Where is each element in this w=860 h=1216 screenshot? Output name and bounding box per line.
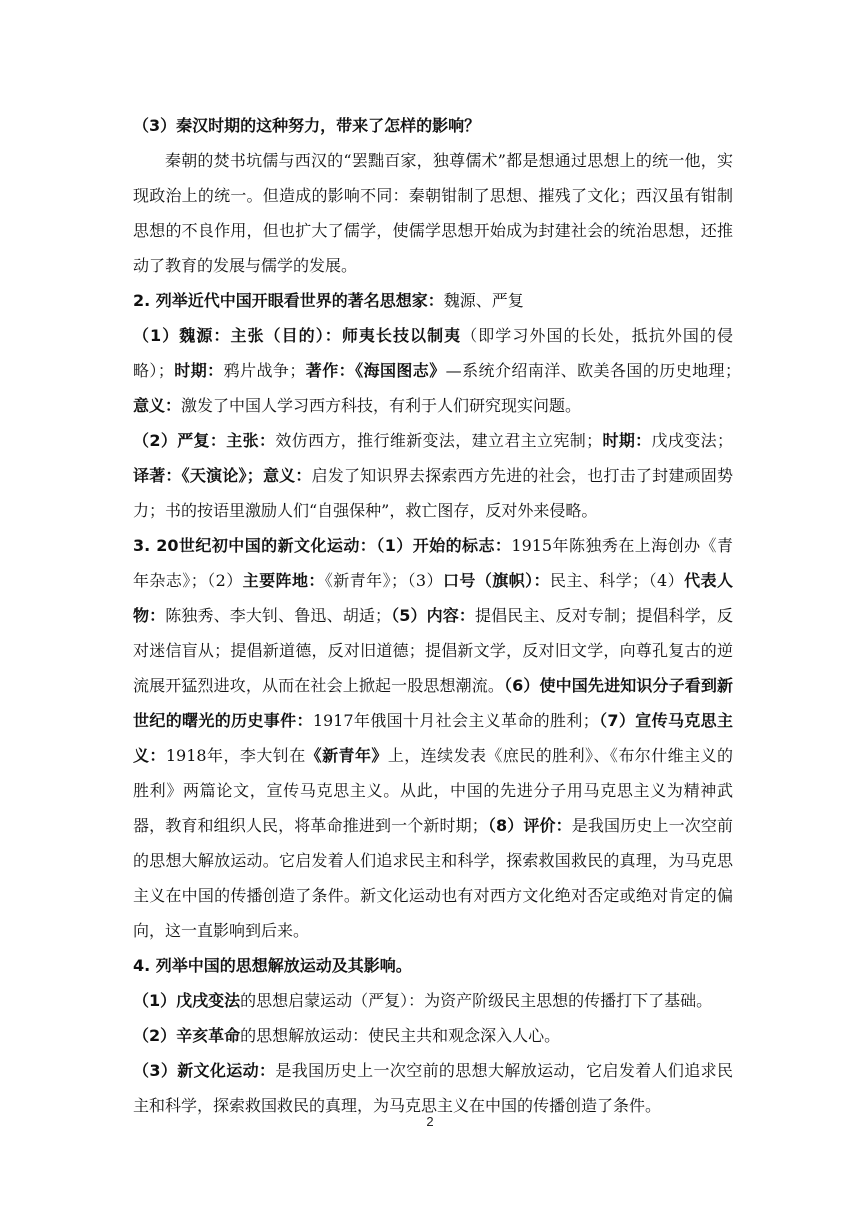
text-span: 民主、科学；（4） xyxy=(550,571,685,590)
section-4-heading: 4. 列举中国的思想解放运动及其影响。 xyxy=(133,956,412,975)
key-term: 主要阵地： xyxy=(242,571,325,590)
key-term: 著作： xyxy=(305,361,356,380)
section-2-heading xyxy=(133,283,733,318)
text-span: —系统介绍南洋、欧美各国的历史地理； xyxy=(445,361,749,380)
section-4-item-2 xyxy=(133,1018,733,1053)
text-span: 启发了知识界去探索西方先进的社会，也打击了封建顽固势力；书的按语里激励人们“自强保种”，救亡图存，反对外来侵略。 xyxy=(133,466,733,520)
wei-yuan-head: （1）魏源：主张（目的）：师夷长技以制夷 xyxy=(133,326,462,345)
key-term: 意义： xyxy=(133,396,182,415)
section-2-title-rest: 魏源、严复 xyxy=(443,291,524,310)
key-term: （5）内容： xyxy=(390,606,476,625)
yan-fu-head: （2）严复：主张： xyxy=(133,431,276,450)
yan-fu-paragraph xyxy=(133,423,733,528)
section-3-paragraph xyxy=(133,528,733,948)
key-term: 口号（旗帜）： xyxy=(442,571,550,590)
key-term: （1）戊戌变法 xyxy=(133,991,241,1010)
text-span: （即学习外国的长处，抵抗外国的侵略）； xyxy=(133,326,733,380)
key-term: （3）新文化运动： xyxy=(133,1061,276,1080)
book-title: 《新青年》 xyxy=(305,746,388,765)
key-term: （8）评价： xyxy=(487,816,572,835)
text-span: 1918年，李大钊在 xyxy=(165,746,306,765)
text-span: 陈独秀、李大钊、鲁迅、胡适； xyxy=(165,606,391,625)
text-span: 《新青年》；（3） xyxy=(324,571,443,590)
text-span: 激发了中国人学习西方科技，有利于人们研究现实问题。 xyxy=(181,396,582,415)
section-2-title: 2. 列举近代中国开眼看世界的著名思想家： xyxy=(133,291,444,310)
key-term: 代表人物： xyxy=(133,571,733,625)
text-span: 上，连续发表《庶民的胜利》、《布尔什维主义的胜利》两篇论文，宣传马克思主义。从此，中国的先进分子用马克思主义为精神武器，教育和组织人民，将革命推进到一个新时期； xyxy=(133,746,733,835)
section-3-title: 3. 20世纪初中国的新文化运动：（1）开始的标志： xyxy=(133,536,512,555)
key-term: （2）辛亥革命 xyxy=(133,1026,241,1045)
section-4-item-3 xyxy=(133,1053,733,1123)
key-term: 时期： xyxy=(173,361,224,380)
question-3-answer: 秦朝的焚书坑儒与西汉的“罢黜百家，独尊儒术”都是想通过思想上的统一他，实现政治上的统一。但造成的影响不同：秦朝钳制了思想、摧残了文化；西汉虽有钳制思想的不良作用，但也扩大了儒学，使儒学思想开始成为封建社会的统治思想，还推动了教育的发展与儒学的发展。 xyxy=(133,151,733,275)
key-term: （6）使中国先进知识分子看到新世纪的曙光的历史事件： xyxy=(133,676,733,730)
book-title: 《海国图志》 xyxy=(355,361,446,380)
text-span: 1915年陈独秀在上海创办《青年杂志》；（2） xyxy=(133,536,733,590)
section-4-item-1 xyxy=(133,983,733,1018)
text-span: 1917年俄国十月社会主义革命的胜利； xyxy=(312,711,599,730)
text-span: 效仿西方，推行维新变法，建立君主立宪制； xyxy=(275,431,603,450)
key-term: 译著：《天演论》；意义： xyxy=(133,466,312,485)
wei-yuan-paragraph xyxy=(133,318,749,423)
text-span: 提倡民主、反对专制；提倡科学，反对迷信盲从；提倡新道德，反对旧道德；提倡新文学，反对旧文学，向尊孔复古的逆流展开猛烈进攻，从而在社会上掀起一股思想潮流。 xyxy=(133,606,733,695)
key-term: 时期： xyxy=(602,431,652,450)
page-number: 2 xyxy=(426,1114,434,1129)
text-span: 的思想启蒙运动（严复）：为资产阶级民主思想的传播打下了基础。 xyxy=(240,991,713,1010)
key-term: （7）宣传马克思主义： xyxy=(133,711,733,765)
text-span: 鸦片战争； xyxy=(223,361,306,380)
question-3-heading: （3）秦汉时期的这种努力，带来了怎样的影响？ xyxy=(133,116,481,135)
text-span: 的思想解放运动：使民主共和观念深入人心。 xyxy=(240,1026,561,1045)
text-span: 是我国历史上一次空前的思想大解放运动。它启发着人们追求民主和科学，探索救国救民的真理，为马克思主义在中国的传播创造了条件。新文化运动也有对西方文化绝对否定或绝对肯定的偏向，这一直影响到后来。 xyxy=(133,816,733,940)
text-span: 是我国历史上一次空前的思想大解放运动，它启发着人们追求民主和科学，探索救国救民的真理，为马克思主义在中国的传播创造了条件。 xyxy=(133,1061,733,1115)
text-span: 戊戌变法； xyxy=(651,431,733,450)
page-content xyxy=(133,108,749,1123)
